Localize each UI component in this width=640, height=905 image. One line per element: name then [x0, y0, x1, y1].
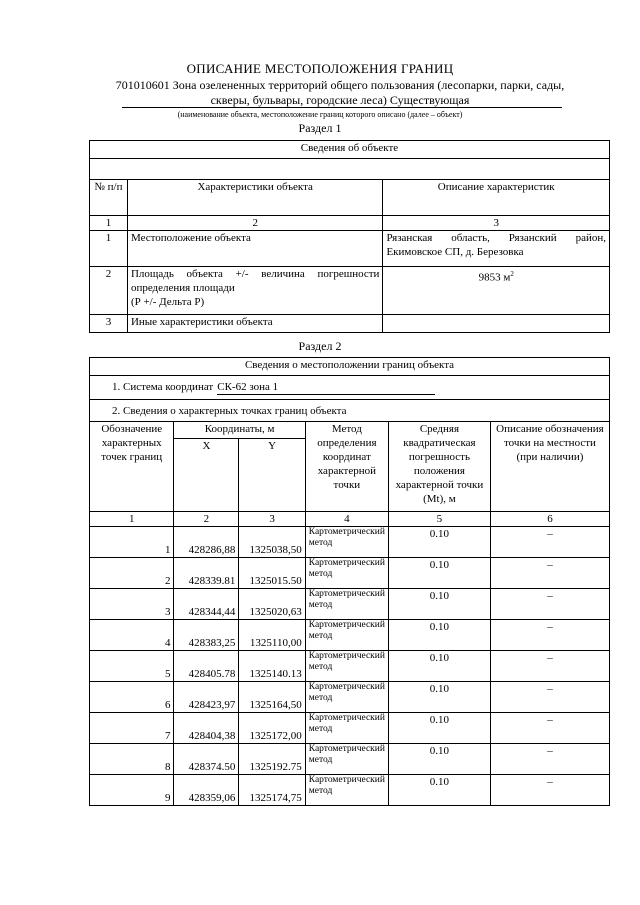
point-error: 0.10 — [388, 682, 490, 713]
point-y: 1325020,63 — [239, 589, 305, 620]
table-row — [90, 713, 610, 744]
row-number: 2 — [90, 267, 128, 315]
table-row — [90, 527, 610, 558]
table-row — [90, 744, 610, 775]
col-point-header: Обозначение характерных точек границ — [90, 422, 174, 512]
col-description-header: Описание обозначения точки на местности (при наличии) — [490, 422, 609, 512]
point-number: 3 — [90, 589, 174, 620]
point-number: 2 — [90, 558, 174, 589]
column-number: 3 — [239, 512, 305, 527]
point-method: Картометрический метод — [305, 620, 388, 651]
empty-row — [90, 159, 610, 180]
point-number: 5 — [90, 651, 174, 682]
point-error: 0.10 — [388, 713, 490, 744]
point-method: Картометрический метод — [305, 651, 388, 682]
section-1-label: Раздел 1 — [298, 121, 342, 135]
point-method: Картометрический метод — [305, 713, 388, 744]
coordinate-system-label: 1. Система координат — [112, 381, 214, 393]
coordinate-system-row — [90, 376, 610, 400]
document-title: ОПИСАНИЕ МЕСТОПОЛОЖЕНИЯ ГРАНИЦ — [186, 61, 454, 76]
table-row — [90, 651, 610, 682]
point-description: – — [490, 558, 609, 589]
point-x: 428404,38 — [174, 713, 239, 744]
object-name: 701010601 Зона озелененных территорий общего пользования (лесопарки, парки, сады, скверы, бульвары, городские леса) Существующая — [115, 78, 565, 107]
column-number: 5 — [388, 512, 490, 527]
row-number: 1 — [90, 231, 128, 267]
area-formula: (Р +/- Дельта Р) — [130, 296, 205, 308]
point-description: – — [490, 713, 609, 744]
column-number: 4 — [305, 512, 388, 527]
point-description: – — [490, 651, 609, 682]
point-x: 428383,25 — [174, 620, 239, 651]
point-error: 0.10 — [388, 589, 490, 620]
point-x: 428423,97 — [174, 682, 239, 713]
point-description: – — [490, 775, 609, 806]
row-number: 3 — [90, 315, 128, 333]
object-info-table — [89, 140, 610, 333]
section-2-label: Раздел 2 — [298, 339, 342, 353]
point-error: 0.10 — [388, 775, 490, 806]
point-y: 1325164,50 — [239, 682, 305, 713]
point-method: Картометрический метод — [305, 775, 388, 806]
point-method: Картометрический метод — [305, 744, 388, 775]
table-row — [90, 558, 610, 589]
column-number: 1 — [90, 216, 128, 231]
point-description: – — [490, 682, 609, 713]
table-row — [90, 775, 610, 806]
point-y: 1325174,75 — [239, 775, 305, 806]
point-error: 0.10 — [388, 651, 490, 682]
col-no-header: № п/п — [90, 180, 128, 216]
characteristic-value — [383, 267, 610, 315]
point-y: 1325110,00 — [239, 620, 305, 651]
characteristic-name: Иные характеристики объекта — [127, 315, 383, 333]
characteristic-value — [383, 315, 610, 333]
point-description: – — [490, 744, 609, 775]
point-x: 428374.50 — [174, 744, 239, 775]
point-x: 428359,06 — [174, 775, 239, 806]
characteristic-value: Рязанская область, Рязанский район, Екимовское СП, д. Березовка — [383, 231, 610, 267]
point-number: 8 — [90, 744, 174, 775]
boundary-heading: Сведения о местоположении границ объекта — [90, 358, 610, 376]
point-number: 6 — [90, 682, 174, 713]
point-method: Картометрический метод — [305, 589, 388, 620]
table-row — [90, 620, 610, 651]
point-method: Картометрический метод — [305, 527, 388, 558]
point-y: 1325192.75 — [239, 744, 305, 775]
column-number: 2 — [174, 512, 239, 527]
point-error: 0.10 — [388, 558, 490, 589]
point-number: 1 — [90, 527, 174, 558]
point-method: Картометрический метод — [305, 682, 388, 713]
point-x: 428286,88 — [174, 527, 239, 558]
point-y: 1325140.13 — [239, 651, 305, 682]
point-y: 1325172,00 — [239, 713, 305, 744]
column-number: 2 — [127, 216, 383, 231]
point-method: Картометрический метод — [305, 558, 388, 589]
point-x: 428405.78 — [174, 651, 239, 682]
point-description: – — [490, 527, 609, 558]
col-y-header: Y — [239, 439, 305, 512]
col-coordinates-header: Координаты, м — [174, 422, 305, 439]
point-number: 9 — [90, 775, 174, 806]
point-x: 428344,44 — [174, 589, 239, 620]
point-x: 428339.81 — [174, 558, 239, 589]
col-characteristics-header: Характеристики объекта — [127, 180, 383, 216]
area-unit-exponent: 2 — [510, 270, 514, 278]
column-number: 1 — [90, 512, 174, 527]
point-y: 1325038,50 — [239, 527, 305, 558]
table-row — [90, 682, 610, 713]
col-error-header: Средняя квадратическая погрешность положения характерной точки (Mt), м — [388, 422, 490, 512]
object-name-underline — [122, 107, 562, 108]
point-error: 0.10 — [388, 744, 490, 775]
point-number: 4 — [90, 620, 174, 651]
boundary-points-table — [89, 357, 610, 806]
table-row — [90, 589, 610, 620]
object-name-caption: (наименование объекта, местоположение границ которого описано (далее – объект) — [177, 110, 463, 119]
characteristic-name: Местоположение объекта — [127, 231, 383, 267]
col-x-header: X — [174, 439, 239, 512]
coordinate-system-value: СК-62 зона 1 — [217, 380, 435, 395]
col-method-header: Метод определения координат характерной точки — [305, 422, 388, 512]
object-info-heading: Сведения об объекте — [90, 141, 610, 159]
point-error: 0.10 — [388, 527, 490, 558]
column-number: 6 — [490, 512, 609, 527]
point-y: 1325015.50 — [239, 558, 305, 589]
col-description-header: Описание характеристик — [383, 180, 610, 216]
point-number: 7 — [90, 713, 174, 744]
point-error: 0.10 — [388, 620, 490, 651]
column-number: 3 — [383, 216, 610, 231]
point-description: – — [490, 620, 609, 651]
area-value: 9853 м — [478, 271, 511, 284]
area-label: Площадь объекта +/- величина погрешности определения площади — [130, 268, 380, 294]
characteristic-name — [127, 267, 383, 315]
point-description: – — [490, 589, 609, 620]
points-heading: 2. Сведения о характерных точках границ объекта — [90, 400, 610, 422]
